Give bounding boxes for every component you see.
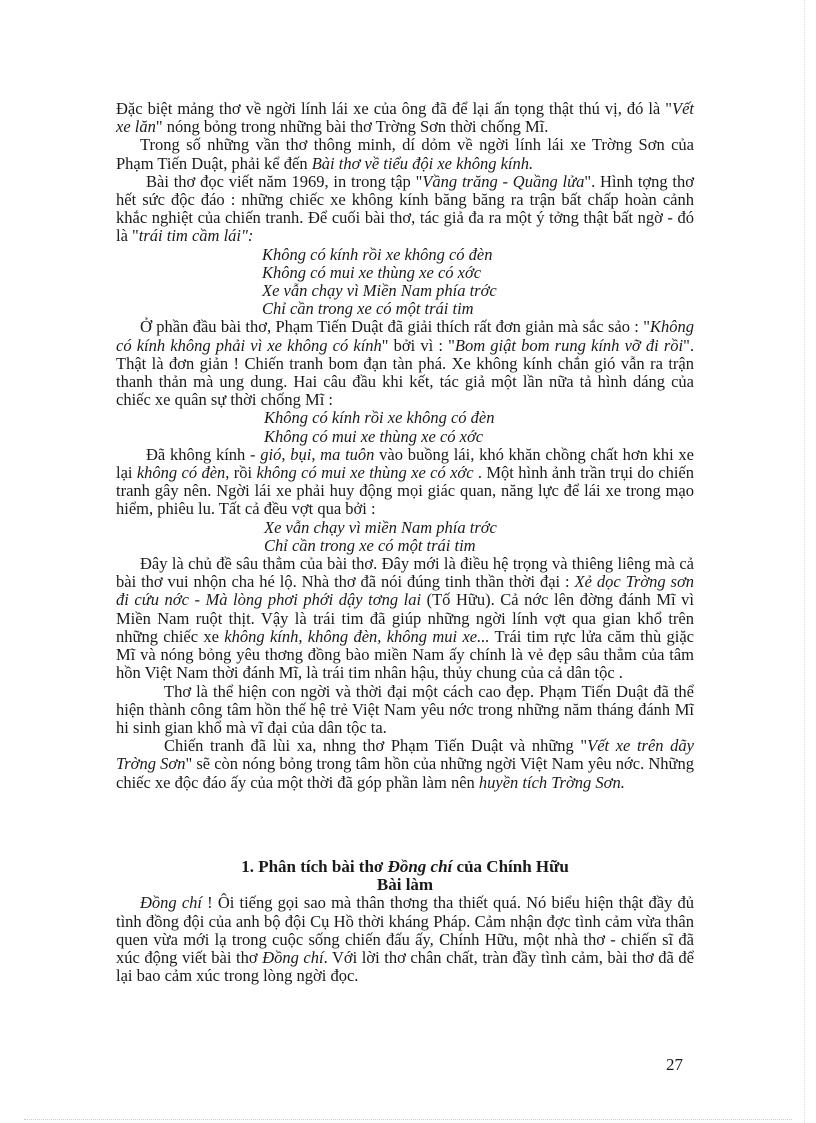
paragraph-5: Đã không kính - gió, bụi, ma tuôn vào buồng lái, khó khăn chồng chất hơn khi xe lại không có đèn, rồi không có mui xe thùng xe có xớc . Một hình ảnh trần trụi do chiến tranh gây nên. Ngời lái xe phải huy động mọi giác quan, năng lực để lái xe trong mạo hiểm, phiêu lu. Tất cả đều vợt qua bởi : xyxy=(116,444,695,519)
section-subheading: Bài làm xyxy=(376,875,434,895)
paragraph-8: Chiến tranh đã lùi xa, nhng thơ Phạm Tiến Duật và những "Vết xe trên dãy Trờng Sơn" sẽ còn nóng bỏng trong tâm hồn của những ngời Việt Nam yêu nớc. Những chiếc xe độc đáo ấy của một thời đã góp phần làm nên huyền tích Trờng Sơn. xyxy=(116,736,694,792)
paragraph-2: Trong số những vần thơ thông minh, dí dỏm về ngời lính lái xe Trờng Sơn của Phạm Tiến Duật, phải kể đến Bài thơ về tiểu đội xe không kính. xyxy=(116,135,694,173)
heading-suffix: của Chính Hữu xyxy=(452,857,569,876)
verse-line: Xe vẫn chạy vì miền Nam phía trớc xyxy=(264,517,497,537)
section-heading xyxy=(116,858,694,876)
document-body xyxy=(116,100,694,792)
margin-guide xyxy=(804,0,805,1123)
verse-line: Xe vẫn chạy vì Miền Nam phía trớc xyxy=(262,281,497,301)
footer-divider xyxy=(24,1119,792,1120)
verse-line: Không có mui xe thùng xe có xớc xyxy=(264,426,484,446)
verse-line: Không có kính rồi xe không có đèn xyxy=(264,408,495,428)
verse-line: Không có kính rồi xe không có đèn xyxy=(262,244,493,264)
verse-line: Không có mui xe thùng xe có xớc xyxy=(262,262,482,282)
paragraph-3: Bài thơ đọc viết năm 1969, in trong tập "Vầng trăng - Quầng lửa". Hình tợng thơ hết sức độc đáo : những chiếc xe không kính băng băng ra trận bất chấp hoàn cảnh khắc nghiệt của chiến tranh. Để cuối bài thơ, tác giả đa ra một ý tởng thật bất ngờ - đó là "trái tim cầm lái": xyxy=(116,171,694,246)
page-number: 27 xyxy=(666,1055,683,1074)
verse-line: Chỉ cần trong xe có một trái tim xyxy=(262,299,474,319)
paragraph-6: Đây là chủ đề sâu thẳm của bài thơ. Đây mới là điều hệ trọng và thiêng liêng mà cả bài thơ vui nhộn cha hé lộ. Nhà thơ đã nói đúng tinh thần thời đại : Xẻ dọc Trờng sơn đi cứu nớc - Mà lòng phơi phới dậy tơng lai (Tố Hữu). Cả nớc lên đờng đánh Mĩ vì Miền Nam ruột thịt. Vậy là trái tim đã giúp những ngời lính vợt qua gian khổ trên những chiếc xe không kính, không đèn, không mui xe... Trái tim rực lửa căm thù giặc Mĩ và nóng bỏng yêu thơng đồng bào miền Nam ấy chính là vẻ đẹp sâu thẳm của tâm hồn Việt Nam thời đánh Mĩ, là trái tim nhân hậu, thủy chung của cả dân tộc . xyxy=(116,554,695,683)
heading-title: Đồng chí xyxy=(387,857,453,876)
heading-prefix: 1. Phân tích bài thơ xyxy=(241,857,388,876)
section-dong-chi xyxy=(116,858,694,985)
paragraph-4: Ở phần đầu bài thơ, Phạm Tiến Duật đã giải thích rất đơn giản mà sắc sảo : "Không có kính không phải vì xe không có kính" bởi vì : "Bom giật bom rung kính vỡ đi rồi". Thật là đơn giản ! Chiến tranh bom đạn tàn phá. Xe không kính chắn gió vẫn ra trận thanh thản mà ung dung. Hai câu đầu khi kết, tác giả một lần nữa tả hình dáng của chiếc xe quân sự thời chống Mĩ : xyxy=(116,317,694,410)
section-paragraph: Đồng chí ! Ôi tiếng gọi sao mà thân thơng tha thiết quá. Nó biểu hiện thật đầy đủ tình đồng đội của anh bộ đội Cụ Hồ thời kháng Pháp. Cảm nhận đợc tình cảm vừa thân quen vừa mới lạ trong cuộc sống chiến đấu ấy, Chính Hữu, một nhà thơ - chiến sĩ đã xúc động viết bài thơ Đồng chí. Với lời thơ chân chất, tràn đầy tình cảm, bài thơ đã để lại bao cảm xúc trong lòng ngời đọc. xyxy=(116,893,695,986)
paragraph-7: Thơ là thể hiện con ngời và thời đại một cách cao đẹp. Phạm Tiến Duật đã thể hiện thành công tâm hồn thế hệ trẻ Việt Nam yêu nớc trong những năm tháng đánh Mĩ hi sinh gian khổ mà vĩ đại của dân tộc ta. xyxy=(116,681,694,737)
verse-line: Chỉ cần trong xe có một trái tim xyxy=(264,535,476,555)
paragraph-1: Đặc biệt mảng thơ về ngời lính lái xe của ông đã để lại ấn tọng thật thú vị, đó là "Vết xe lăn" nóng bỏng trong những bài thơ Trờng Sơn thời chống Mĩ. xyxy=(116,99,694,137)
